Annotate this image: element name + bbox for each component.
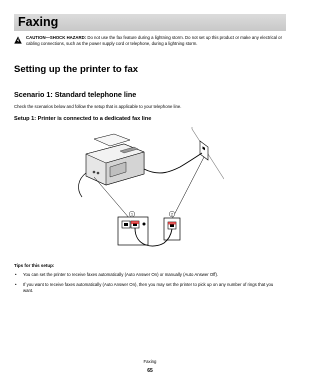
callout-1-label: 1: [131, 212, 133, 217]
printer: [86, 134, 144, 185]
caution-body: Do not use the fax feature during a lightning storm. Do not set up this product or make any electrical or cabling connections, such as the power supply cord or telephone, during a lightning storm.: [26, 35, 283, 47]
section-heading: Setting up the printer to fax: [14, 64, 139, 75]
callout-1: [129, 211, 135, 217]
scenario-intro: Check the scenarios below and follow the setup that is applicable to your telephone line.: [14, 104, 182, 109]
tip-item: [14, 272, 284, 278]
tips-heading: Tips for this setup:: [14, 263, 55, 268]
callout-2: [169, 211, 175, 217]
page-title-bar: [14, 14, 286, 31]
caution-label: CAUTION—SHOCK HAZARD:: [26, 35, 87, 40]
tip-text: If you want to receive faxes automatically (Auto Answer On), then you may set the printer to pick up on any number of rings that you want.: [23, 282, 274, 294]
footer-section-name: Faxing: [143, 359, 157, 364]
tip-bullet: •: [15, 282, 17, 287]
page-title: Faxing: [18, 15, 59, 29]
tip-item: [14, 282, 284, 294]
warning-shock-icon: [14, 36, 22, 44]
caution-notice: [26, 35, 288, 47]
fax-setup-illustration: [72, 127, 224, 252]
port-panel-detail: [118, 217, 148, 245]
tip-text: You can set the printer to receive faxes automatically (Auto Answer On) or manually (Auto Answer Off).: [23, 272, 219, 277]
page-number: 65: [147, 368, 153, 374]
callout-2-label: 2: [171, 212, 173, 217]
scenario-heading: Scenario 1: Standard telephone line: [14, 90, 137, 99]
setup-heading: Setup 1: Printer is connected to a dedicated fax line: [14, 116, 152, 122]
tip-bullet: •: [15, 272, 17, 277]
